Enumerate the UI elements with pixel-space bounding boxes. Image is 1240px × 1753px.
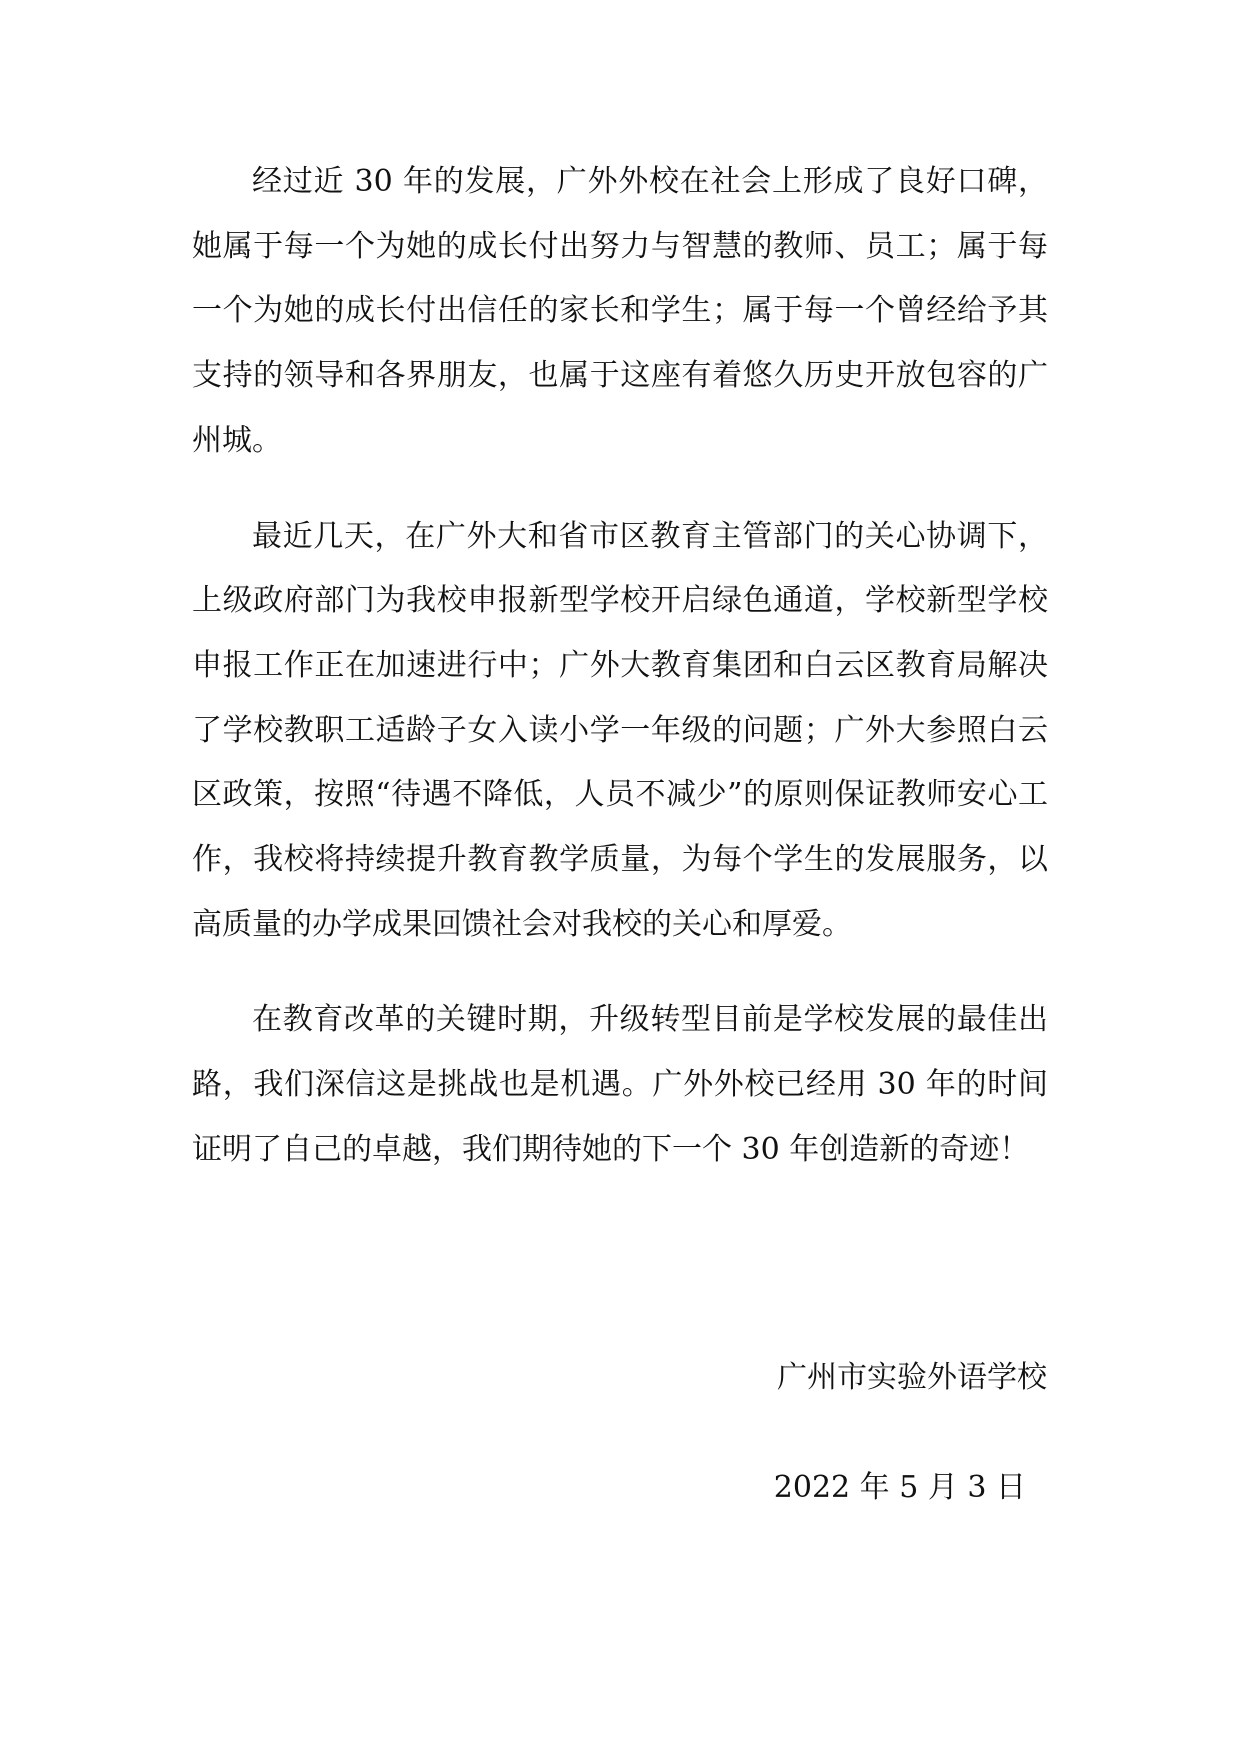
letter-body	[192, 150, 1048, 1214]
paragraph-reputation: 经过近 30 年的发展，广外外校在社会上形成了良好口碑，她属于每一个为她的成长付出努力与智慧的教师、员工；属于每一个为她的成长付出信任的家长和学生；属于每一个曾经给予其支持的领导和各界朋友，也属于这座有着悠久历史开放包容的广州城。	[192, 164, 1048, 458]
signature-school-name: 广州市实验外语学校	[777, 1360, 1047, 1395]
paragraph-future: 在教育改革的关键时期，升级转型目前是学校发展的最佳出路，我们深信这是挑战也是机遇。广外外校已经用 30 年的时间证明了自己的卓越，我们期待她的下一个 30 年创造新的奇迹！	[192, 1002, 1048, 1167]
signature-date: 2022 年 5 月 3 日	[773, 1470, 1026, 1505]
paragraph-recent-progress: 最近几天，在广外大和省市区教育主管部门的关心协调下，上级政府部门为我校申报新型学校开启绿色通道，学校新型学校申报工作正在加速进行中；广外大教育集团和白云区教育局解决了学校教职工适龄子女入读小学一年级的问题；广外大参照白云区政策，按照“待遇不降低，人员不减少”的原则保证教师安心工作，我校将持续提升教育教学质量，为每个学生的发展服务，以高质量的办学成果回馈社会对我校的关心和厚爱。	[192, 518, 1048, 942]
